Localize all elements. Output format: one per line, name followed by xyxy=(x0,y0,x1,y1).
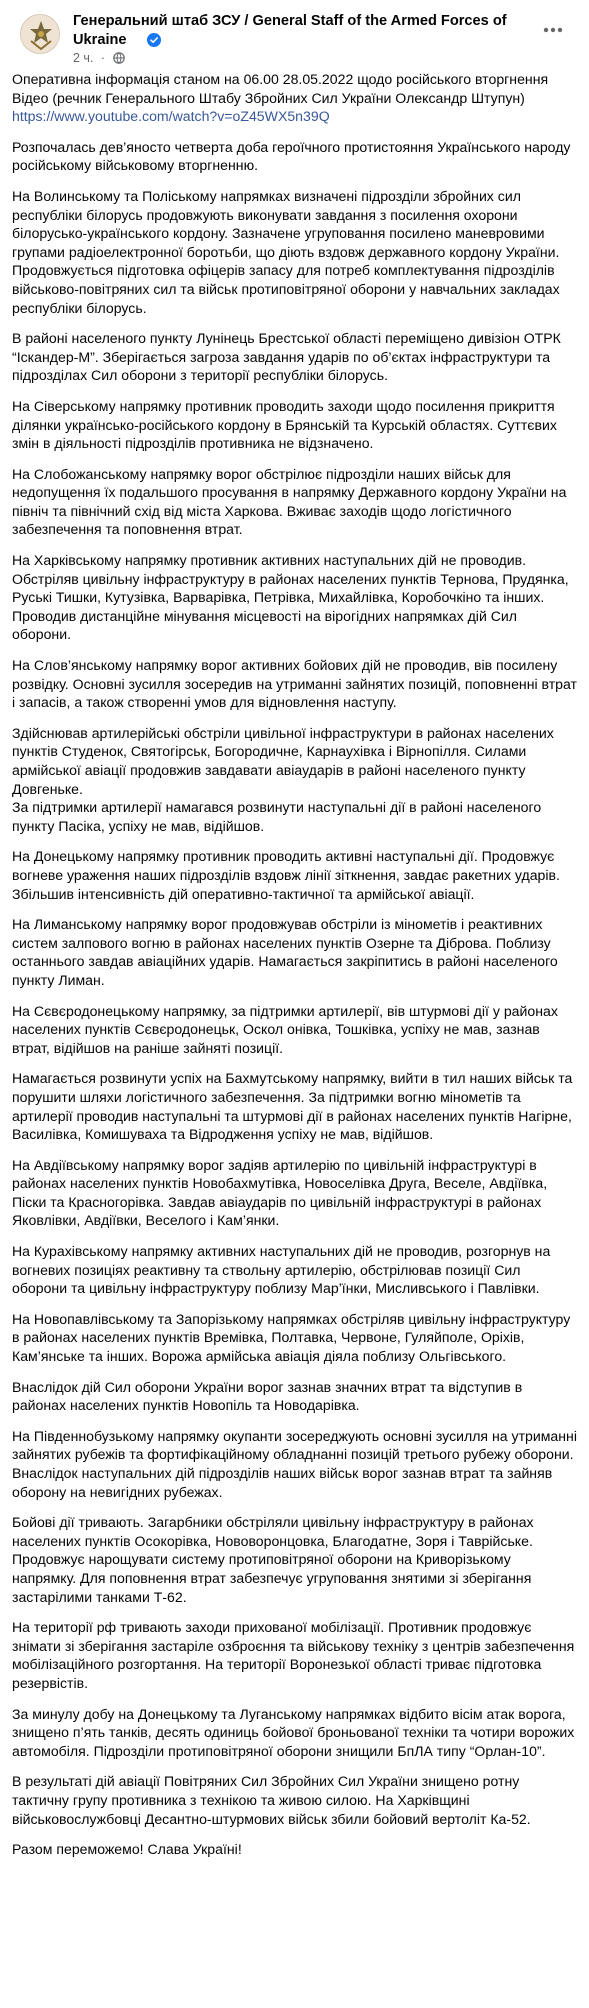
post-meta xyxy=(73,51,125,65)
paragraph-text: Разом переможемо! Слава Україні! xyxy=(12,1841,242,1858)
intro-title: Оперативна інформація станом на 06.00 28.05.2022 щодо російського вторгнення xyxy=(12,71,549,87)
paragraph-text: За підтримки артилерії намагався розвинути наступальні дії в районі населеного пункту Пасіка, успіху не мав, відійшов. xyxy=(12,799,542,834)
post-paragraph xyxy=(12,1156,577,1230)
post-paragraph xyxy=(12,1427,577,1501)
paragraph-text: Бойові дії тривають. Загарбники обстріляли цивільну інфраструктуру в районах населених пунктів Осокорівка, Нововоронцовка, Благодатне, Зоря і Таврійське. Продовжує нарощувати систему протиповітряної оборони на Криворізькому напрямку. Для поповнення втрат забезпечує угруповання знятими зі зберігання застарілими танками Т-62. xyxy=(12,1514,534,1605)
paragraph-text: Внаслідок дій Сил оборони України ворог зазнав значних втрат та відступив в районах населених пунктів Новопіль та Новодарівка. xyxy=(12,1378,523,1414)
paragraph-text: За минулу добу на Донецькому та Луганському напрямках відбито вісім атак ворога, знищено п’ять танків, десять одиниць бойової броньованої техніки та чотири ворожих автомобіля. Підрозділи протиповітряної оборони знищили БпЛА типу “Орлан-10”. xyxy=(12,1705,575,1759)
verified-badge-icon xyxy=(147,33,161,47)
post-paragraph xyxy=(12,551,577,644)
paragraph-text: На Донецькому напрямку противник проводить активні наступальні дії. Продовжує вогневе ураження наших підрозділів вздовж лінії зіткнення, завдає ракетних ударів. Збільшив інтенсивність дій оперативно-тактичної та армійської авіації. xyxy=(12,848,560,902)
post-paragraph xyxy=(12,1378,577,1415)
paragraph-text: Здійснював артилерійські обстріли цивільної інфраструктури в районах населених пунктів Студенок, Святогірськ, Богородичне, Карнаухівка і Вірнопілля. Силами армійської авіації продовжив завдавати авіаударів в районі населеного пункту Довгеньке. xyxy=(12,724,554,797)
post-paragraphs xyxy=(12,138,577,1859)
paragraph-text: На території рф тривають заходи прихованої мобілізації. Противник продовжує знімати зі зберігання застаріле озброєння та військову техніку з центрів забезпечення мобілізаційного розгортання. На території Воронезької області триває підготовка резервістів. xyxy=(12,1619,575,1691)
more-options-button[interactable] xyxy=(535,12,571,48)
post-paragraph xyxy=(12,1513,577,1606)
post-paragraph xyxy=(12,1069,577,1143)
paragraph-text: На Волинському та Поліському напрямках визначені підрозділи збройних сил республіки білорусь продовжують виконувати завдання з посилення охорони білорусько-українського кордону. Зазначене угруповання посилено маневровими групами радіоелектронної боротьби, що діють вздовж державного кордону України. Продовжується підготовка офіцерів запасу для потреб комплектування підрозділів військово-повітряних сил та військ протиповітряної оборони у навчальних закладах республіки білорусь. xyxy=(12,187,560,316)
paragraph-text: Намагається розвинути успіх на Бахмутському напрямку, вийти в тил наших військ та порушити шляхи логістичного забезпечення. За підтримки вогню мінометів та артилерії проводив наступальні та штурмові дії в районах населених пунктів Нагірне, Василівка, Комишуваха та Відродження успіху не мав, відійшов. xyxy=(12,1070,573,1143)
post-paragraph xyxy=(12,187,577,317)
paragraph-text: На Курахівському напрямку активних наступальних дій не проводив, розгорнув на вогневих позиціях реактивну та ствольну артилерію, обстрілював позиції Сил оборони та цивільну інфраструктуру поблизу Мар’їнки, Мисливського і Павлівки. xyxy=(12,1243,551,1297)
post-time[interactable]: 2 ч. xyxy=(73,51,94,65)
post-paragraph xyxy=(12,656,577,712)
page-name[interactable] xyxy=(73,12,533,50)
paragraph-text: На Новопавлівському та Запорізькому напрямках обстріляв цивільну інфраструктуру в районах населених пунктів Времівка, Полтавка, Червоне, Гуляйполе, Оріхів, Кам’янське та інших. Ворожа армійська авіація діяла поблизу Ольгівського. xyxy=(12,1310,571,1365)
paragraph-text: На Авдіївському напрямку ворог задіяв артилерію по цивільній інфраструктурі в районах населених пунктів Новобахмутівка, Новоселівка Друга, Веселе, Авдіївка, Піски та Красногорівка. Завдав авіаударів по цивільній інфраструктурі в районах Яковлівки, Авдіївки, Веселого і Кам’янки. xyxy=(12,1156,548,1229)
post-paragraph xyxy=(12,915,577,989)
post-paragraph xyxy=(12,1002,577,1058)
post-header xyxy=(10,0,577,65)
post-paragraph xyxy=(12,329,577,385)
post-paragraph xyxy=(12,1310,577,1366)
post-paragraph xyxy=(12,1705,577,1761)
paragraph-text: На Слобожанському напрямку ворог обстрілює підрозділи наших військ для недопущення їх подальшого просування в напрямку Державного кордону України на північ та північний схід від міста Харкова. Вживає заходів щодо логістичного забезпечення та поповнення втрат. xyxy=(12,465,567,538)
post-paragraph xyxy=(12,138,577,175)
paragraph-text: На Слов’янському напрямку ворог активних бойових дій не проводив, вів посилену розвідку. Основні зусилля зосередив на утриманні зайнятих позицій, поповненні втрат і запасів, а також створенні умов для відновлення наступу. xyxy=(12,657,578,711)
intro-video: Відео (речник Генерального Штабу Збройних Сил України Олександр Штупун) xyxy=(12,89,525,106)
post-paragraph xyxy=(12,1618,577,1692)
post-paragraph xyxy=(12,465,577,539)
post-paragraph xyxy=(12,847,577,903)
post-paragraph xyxy=(12,397,577,453)
post-paragraph xyxy=(12,1840,577,1859)
paragraph-text: На Сіверському напрямку противник проводить заходи щодо посилення прикриття ділянки українсько-російського кордону в Брянській та Курській областях. Суттєвих змін в діяльності підрозділів противника не відзначено. xyxy=(12,397,557,452)
globe-icon[interactable] xyxy=(113,52,125,64)
paragraph-text: В районі населеного пункту Лунінець Брестської області переміщено дивізіон ОТРК “Іскандер-М”. Зберігається загроза завдання ударів по об’єктах інфраструктури та підрозділах Сил оборони з території республіки білорусь. xyxy=(12,330,561,384)
more-options-icon xyxy=(543,27,563,33)
post-paragraph xyxy=(12,1772,577,1828)
paragraph-text: На Харківському напрямку противник активних наступальних дій не проводив. Обстріляв цивільну інфраструктуру в районах населених пунктів Тернова, Прудянка, Руські Тишки, Кутузівка, Варварівка, Петрівка, Михайлівка, Коробочкіно та інших. Проводив дистанційне мінування місцевості на вірогідних напрямках дій Сил оборони. xyxy=(12,552,569,643)
post-paragraph xyxy=(12,1242,577,1298)
page-name-text[interactable]: Генеральний штаб ЗСУ / General Staff of the Armed Forces of Ukraine xyxy=(73,13,507,48)
emblem-icon xyxy=(21,15,60,54)
paragraph-text: На Сєвєродонецькому напрямку, за підтримки артилерії, вів штурмові дії у районах населених пунктів Сєвєродонецьк, Оскол онівка, Тошківка, успіху не мав, зазнав втрат, відійшов на раніше зайняті позиції. xyxy=(12,1002,558,1056)
paragraph-text: В результаті дій авіації Повітряних Сил Збройних Сил України знищено ротну тактичну групу противника з технікою та живою силою. На Харківщині військовослужбовці Десантно-штурмових військ збили бойовий вертоліт Ка-52. xyxy=(12,1773,531,1827)
video-link[interactable]: https://www.youtube.com/watch?v=oZ45WX5n39Q xyxy=(12,108,330,125)
intro-block xyxy=(12,70,577,126)
post-paragraph xyxy=(12,724,577,836)
paragraph-text: На Південнобузькому напрямку окупанти зосереджують основні зусилля на утриманні зайнятих рубежів та фортифікаційному обладнанні позицій третього рубежу оборони. Внаслідок наступальних дій підрозділів наших військ ворог зазнав втрат та зайняв оборону на невигідних рубежах. xyxy=(12,1427,577,1500)
meta-separator: · xyxy=(100,51,106,65)
paragraph-text: Розпочалась дев’яносто четверта доба героїчного протистояння Українського народу російському військовому вторгненню. xyxy=(12,138,571,174)
post-body xyxy=(12,70,577,1871)
paragraph-text: На Лиманському напрямку ворог продовжував обстріли із мінометів і реактивних систем залпового вогню в районах населених пунктів Озерне та Діброва. Поблизу останнього завдав авіаційних ударів. Намагається закріпитись в районі населеного пункту Лиман. xyxy=(12,916,558,988)
page-avatar[interactable] xyxy=(20,14,60,54)
